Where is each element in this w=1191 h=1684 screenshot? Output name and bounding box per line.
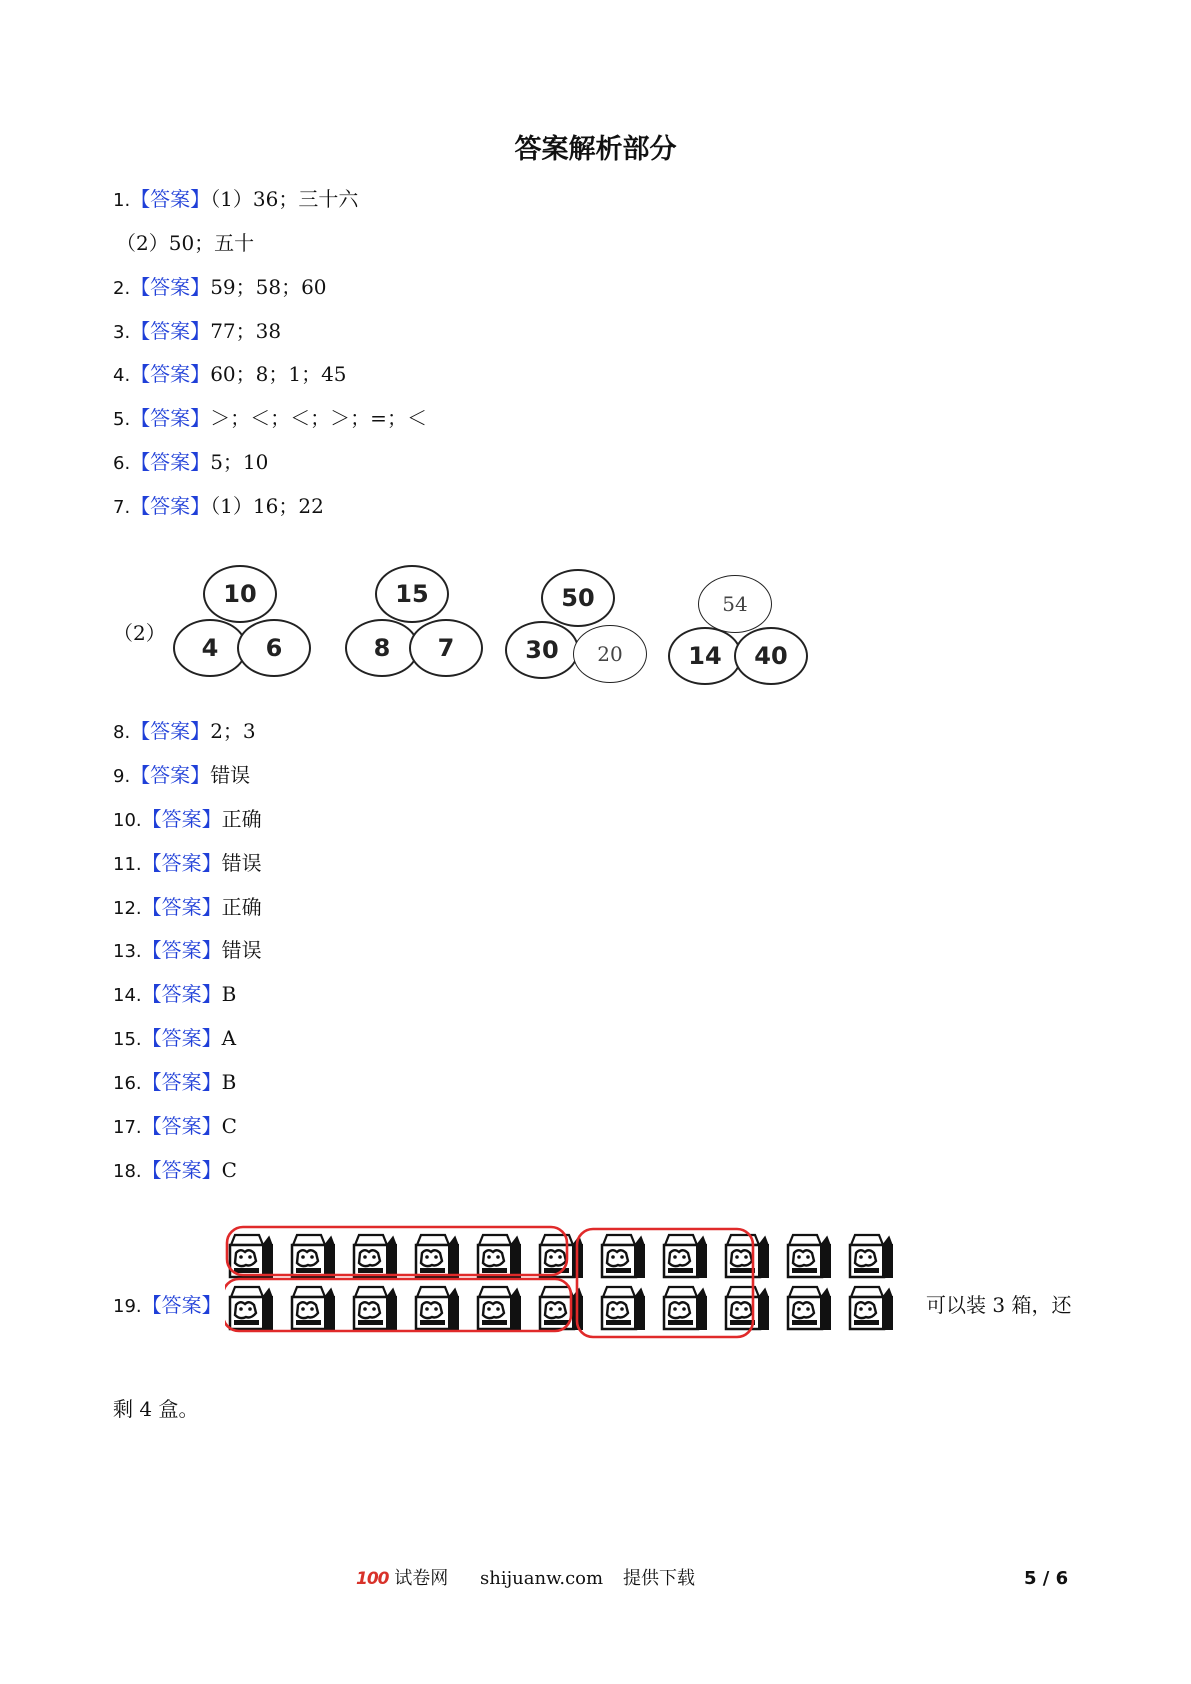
- answer-8: [113, 716, 256, 746]
- answer-tag: 【答案】: [130, 362, 211, 386]
- milk-box-icon: [354, 1235, 396, 1277]
- answer-text: 正确: [221, 895, 262, 919]
- milk-box-icon: [292, 1287, 334, 1329]
- answer-18: [113, 1155, 237, 1185]
- milk-box-icon: [850, 1235, 892, 1277]
- answer-text: 77；38: [210, 319, 282, 343]
- milk-boxes: [230, 1235, 892, 1329]
- answer-tag: 【答案】: [141, 1158, 222, 1182]
- milk-box-icon: [230, 1235, 272, 1277]
- answer-tag: 【答案】: [130, 494, 211, 518]
- answer-text: 错误: [221, 851, 262, 875]
- answer-16: [113, 1067, 236, 1097]
- milk-box-icon: [602, 1287, 644, 1329]
- bond-left: 8: [345, 619, 419, 677]
- milk-box-icon: [230, 1287, 272, 1329]
- answer-17: [113, 1111, 237, 1141]
- answer-1-part2: [116, 228, 254, 258]
- question-number: 14.: [113, 985, 142, 1006]
- milk-box-icon: [788, 1235, 830, 1277]
- answer-tag: 【答案】: [141, 982, 222, 1006]
- bond-right: 7: [409, 619, 483, 677]
- answer-5: [113, 403, 427, 433]
- answer-text: C: [221, 1114, 237, 1138]
- answer-tag: 【答案】: [141, 1293, 222, 1317]
- bond-left: 4: [173, 619, 247, 677]
- answer-tag: 【答案】: [141, 938, 222, 962]
- milk-box-icon: [292, 1235, 334, 1277]
- answer-text: （2）50；五十: [116, 231, 255, 255]
- milk-box-icon: [602, 1235, 644, 1277]
- answer-text: B: [221, 982, 237, 1006]
- answer-text: 60；8；1；45: [210, 362, 347, 386]
- question-number: 7.: [113, 497, 131, 518]
- answer-6: [113, 447, 268, 477]
- question-number: 1.: [113, 190, 131, 211]
- milk-box-grouping-figure: [225, 1225, 915, 1347]
- answer-text: C: [221, 1158, 237, 1182]
- footer-download-note: 提供下载: [623, 1568, 695, 1589]
- answer-text: 正确: [221, 807, 262, 831]
- answer-2: [113, 272, 327, 302]
- answer-tag: 【答案】: [130, 406, 211, 430]
- answer-text: B: [221, 1070, 237, 1094]
- bond-left: 14: [668, 627, 742, 685]
- footer-brand: [356, 1564, 448, 1594]
- answer-tag: 【答案】: [130, 187, 211, 211]
- answer-text: 错误: [221, 938, 262, 962]
- answer-10: [113, 804, 262, 834]
- answer-tag: 【答案】: [141, 851, 222, 875]
- site-name: 试卷网: [394, 1568, 449, 1589]
- answer-12: [113, 892, 262, 922]
- answer-text: （1）16；22: [210, 494, 324, 518]
- bond-top: 10: [203, 565, 277, 623]
- answer-text: （1）36；三十六: [210, 187, 359, 211]
- answer-7: [113, 491, 324, 521]
- answer-tag: 【答案】: [130, 763, 211, 787]
- answer-11: [113, 848, 262, 878]
- answer-13: [113, 935, 262, 965]
- milk-box-icon: [478, 1287, 520, 1329]
- milk-box-icon: [788, 1287, 830, 1329]
- question-number: 4.: [113, 365, 131, 386]
- answer-15: [113, 1023, 236, 1053]
- answer-tag: 【答案】: [130, 319, 211, 343]
- question-number: 5.: [113, 409, 131, 430]
- answer-text: 59；58；60: [210, 275, 327, 299]
- answer-text: 5；10: [210, 450, 269, 474]
- bond-right: 6: [237, 619, 311, 677]
- question-number: 12.: [113, 898, 142, 919]
- question-number: 16.: [113, 1073, 142, 1094]
- answer-tag: 【答案】: [141, 1026, 222, 1050]
- answer-3: [113, 316, 281, 346]
- bond-top: 50: [541, 569, 615, 627]
- page-number: 5 / 6: [1024, 1568, 1069, 1589]
- answer-9: [113, 760, 250, 790]
- answer-text: A: [221, 1026, 237, 1050]
- question-number: 17.: [113, 1117, 142, 1138]
- question-number: 18.: [113, 1161, 142, 1182]
- question-number: 10.: [113, 810, 142, 831]
- footer-domain[interactable]: shijuanw.com: [480, 1568, 604, 1589]
- question-number: 19.: [113, 1296, 142, 1317]
- answer-14: [113, 979, 236, 1009]
- answer-tag: 【答案】: [141, 895, 222, 919]
- milk-box-icon: [354, 1287, 396, 1329]
- answer-tag: 【答案】: [141, 807, 222, 831]
- answer-tag: 【答案】: [130, 450, 211, 474]
- milk-box-icon: [664, 1287, 706, 1329]
- question-number: 6.: [113, 453, 131, 474]
- answer-19-text-continued: 剩 4 盒。: [113, 1397, 199, 1421]
- answer-19: [113, 1290, 222, 1320]
- milk-box-icon: [850, 1287, 892, 1329]
- question-number: 8.: [113, 722, 131, 743]
- answer-text: 2；3: [210, 719, 256, 743]
- question-number: 11.: [113, 854, 142, 875]
- bond-top: 15: [375, 565, 449, 623]
- question-number: 9.: [113, 766, 131, 787]
- milk-box-icon: [726, 1287, 768, 1329]
- answer-text: ＞；＜；＜；＞；=；＜: [210, 406, 427, 430]
- part-label: （2）: [113, 621, 166, 645]
- question-number: 13.: [113, 941, 142, 962]
- milk-box-icon: [664, 1235, 706, 1277]
- bond-right: 40: [734, 627, 808, 685]
- milk-box-icon: [416, 1287, 458, 1329]
- answer-tag: 【答案】: [130, 719, 211, 743]
- question-number: 2.: [113, 278, 131, 299]
- answer-1: [113, 184, 358, 214]
- answer-tag: 【答案】: [141, 1114, 222, 1138]
- bond-left: 30: [505, 621, 579, 679]
- page-title: 答案解析部分: [514, 134, 677, 165]
- milk-box-icon: [726, 1235, 768, 1277]
- milk-box-icon: [478, 1235, 520, 1277]
- question-number: 3.: [113, 322, 131, 343]
- answer-19-text: 可以装 3 箱，还: [926, 1293, 1072, 1317]
- site-logo: 100: [356, 1569, 389, 1589]
- milk-box-icon: [416, 1235, 458, 1277]
- answer-text: 错误: [210, 763, 251, 787]
- answer-4: [113, 359, 347, 389]
- bond-top: 54: [698, 575, 772, 633]
- answer-tag: 【答案】: [130, 275, 211, 299]
- question-number: 15.: [113, 1029, 142, 1050]
- answer-tag: 【答案】: [141, 1070, 222, 1094]
- bond-right: 20: [573, 625, 647, 683]
